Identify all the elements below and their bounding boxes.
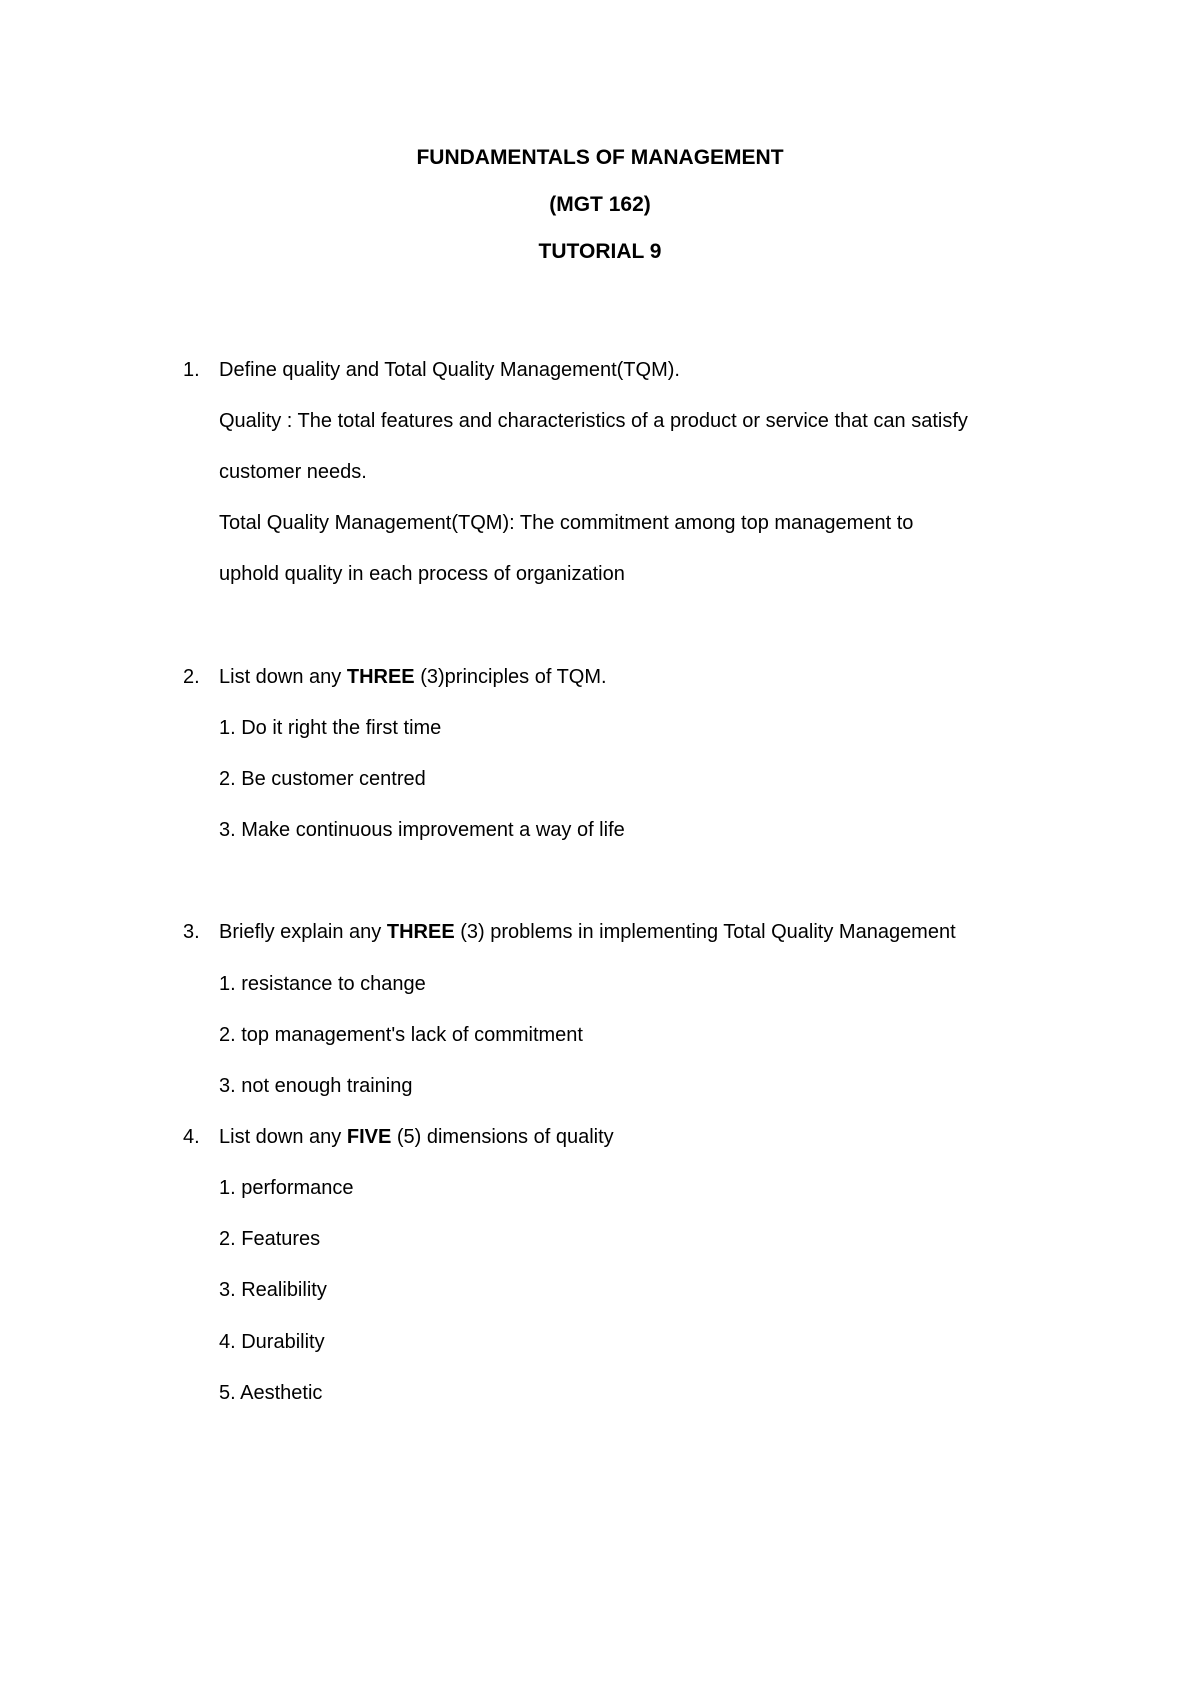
question-3-item: 3. not enough training xyxy=(219,1075,413,1097)
question-1-answer-line: Quality : The total features and characteristics of a product or service that can satisfy xyxy=(219,410,968,432)
question-1-text: Define quality and Total Quality Management(TQM). xyxy=(219,359,680,381)
question-1-answer-line: Total Quality Management(TQM): The commitment among top management to xyxy=(219,512,914,534)
question-3-item: 1. resistance to change xyxy=(219,973,426,995)
question-2-emphasis: THREE xyxy=(346,666,415,688)
question-1-answer-line: customer needs. xyxy=(219,461,367,483)
question-4-item: 5. Aesthetic xyxy=(219,1382,323,1404)
question-4-item: 2. Features xyxy=(219,1228,321,1250)
question-4-text: List down any FIVE (5) dimensions of quality xyxy=(219,1126,614,1148)
question-1-answer-line: uphold quality in each process of organization xyxy=(219,563,625,585)
course-code: (MGT 162) xyxy=(549,193,651,216)
question-4-emphasis: FIVE xyxy=(346,1126,392,1148)
question-1-number: 1. xyxy=(183,359,200,381)
tutorial-number: TUTORIAL 9 xyxy=(538,240,662,263)
question-2-item: 1. Do it right the first time xyxy=(219,717,442,739)
question-2-text: List down any THREE (3)principles of TQM. xyxy=(219,666,607,688)
question-3-item: 2. top management's lack of commitment xyxy=(219,1024,583,1046)
question-3-emphasis: THREE xyxy=(386,921,455,943)
question-4-item: 1. performance xyxy=(219,1177,354,1199)
question-3-text: Briefly explain any THREE (3) problems in implementing Total Quality Management xyxy=(219,921,956,943)
question-2-item: 2. Be customer centred xyxy=(219,768,426,790)
question-4-item: 4. Durability xyxy=(219,1331,325,1353)
question-4-item: 3. Realibility xyxy=(219,1279,327,1301)
question-3-number: 3. xyxy=(183,921,200,943)
question-2-number: 2. xyxy=(183,666,200,688)
question-2-item: 3. Make continuous improvement a way of life xyxy=(219,819,625,841)
question-4-number: 4. xyxy=(183,1126,200,1148)
document-title: FUNDAMENTALS OF MANAGEMENT xyxy=(416,146,784,169)
